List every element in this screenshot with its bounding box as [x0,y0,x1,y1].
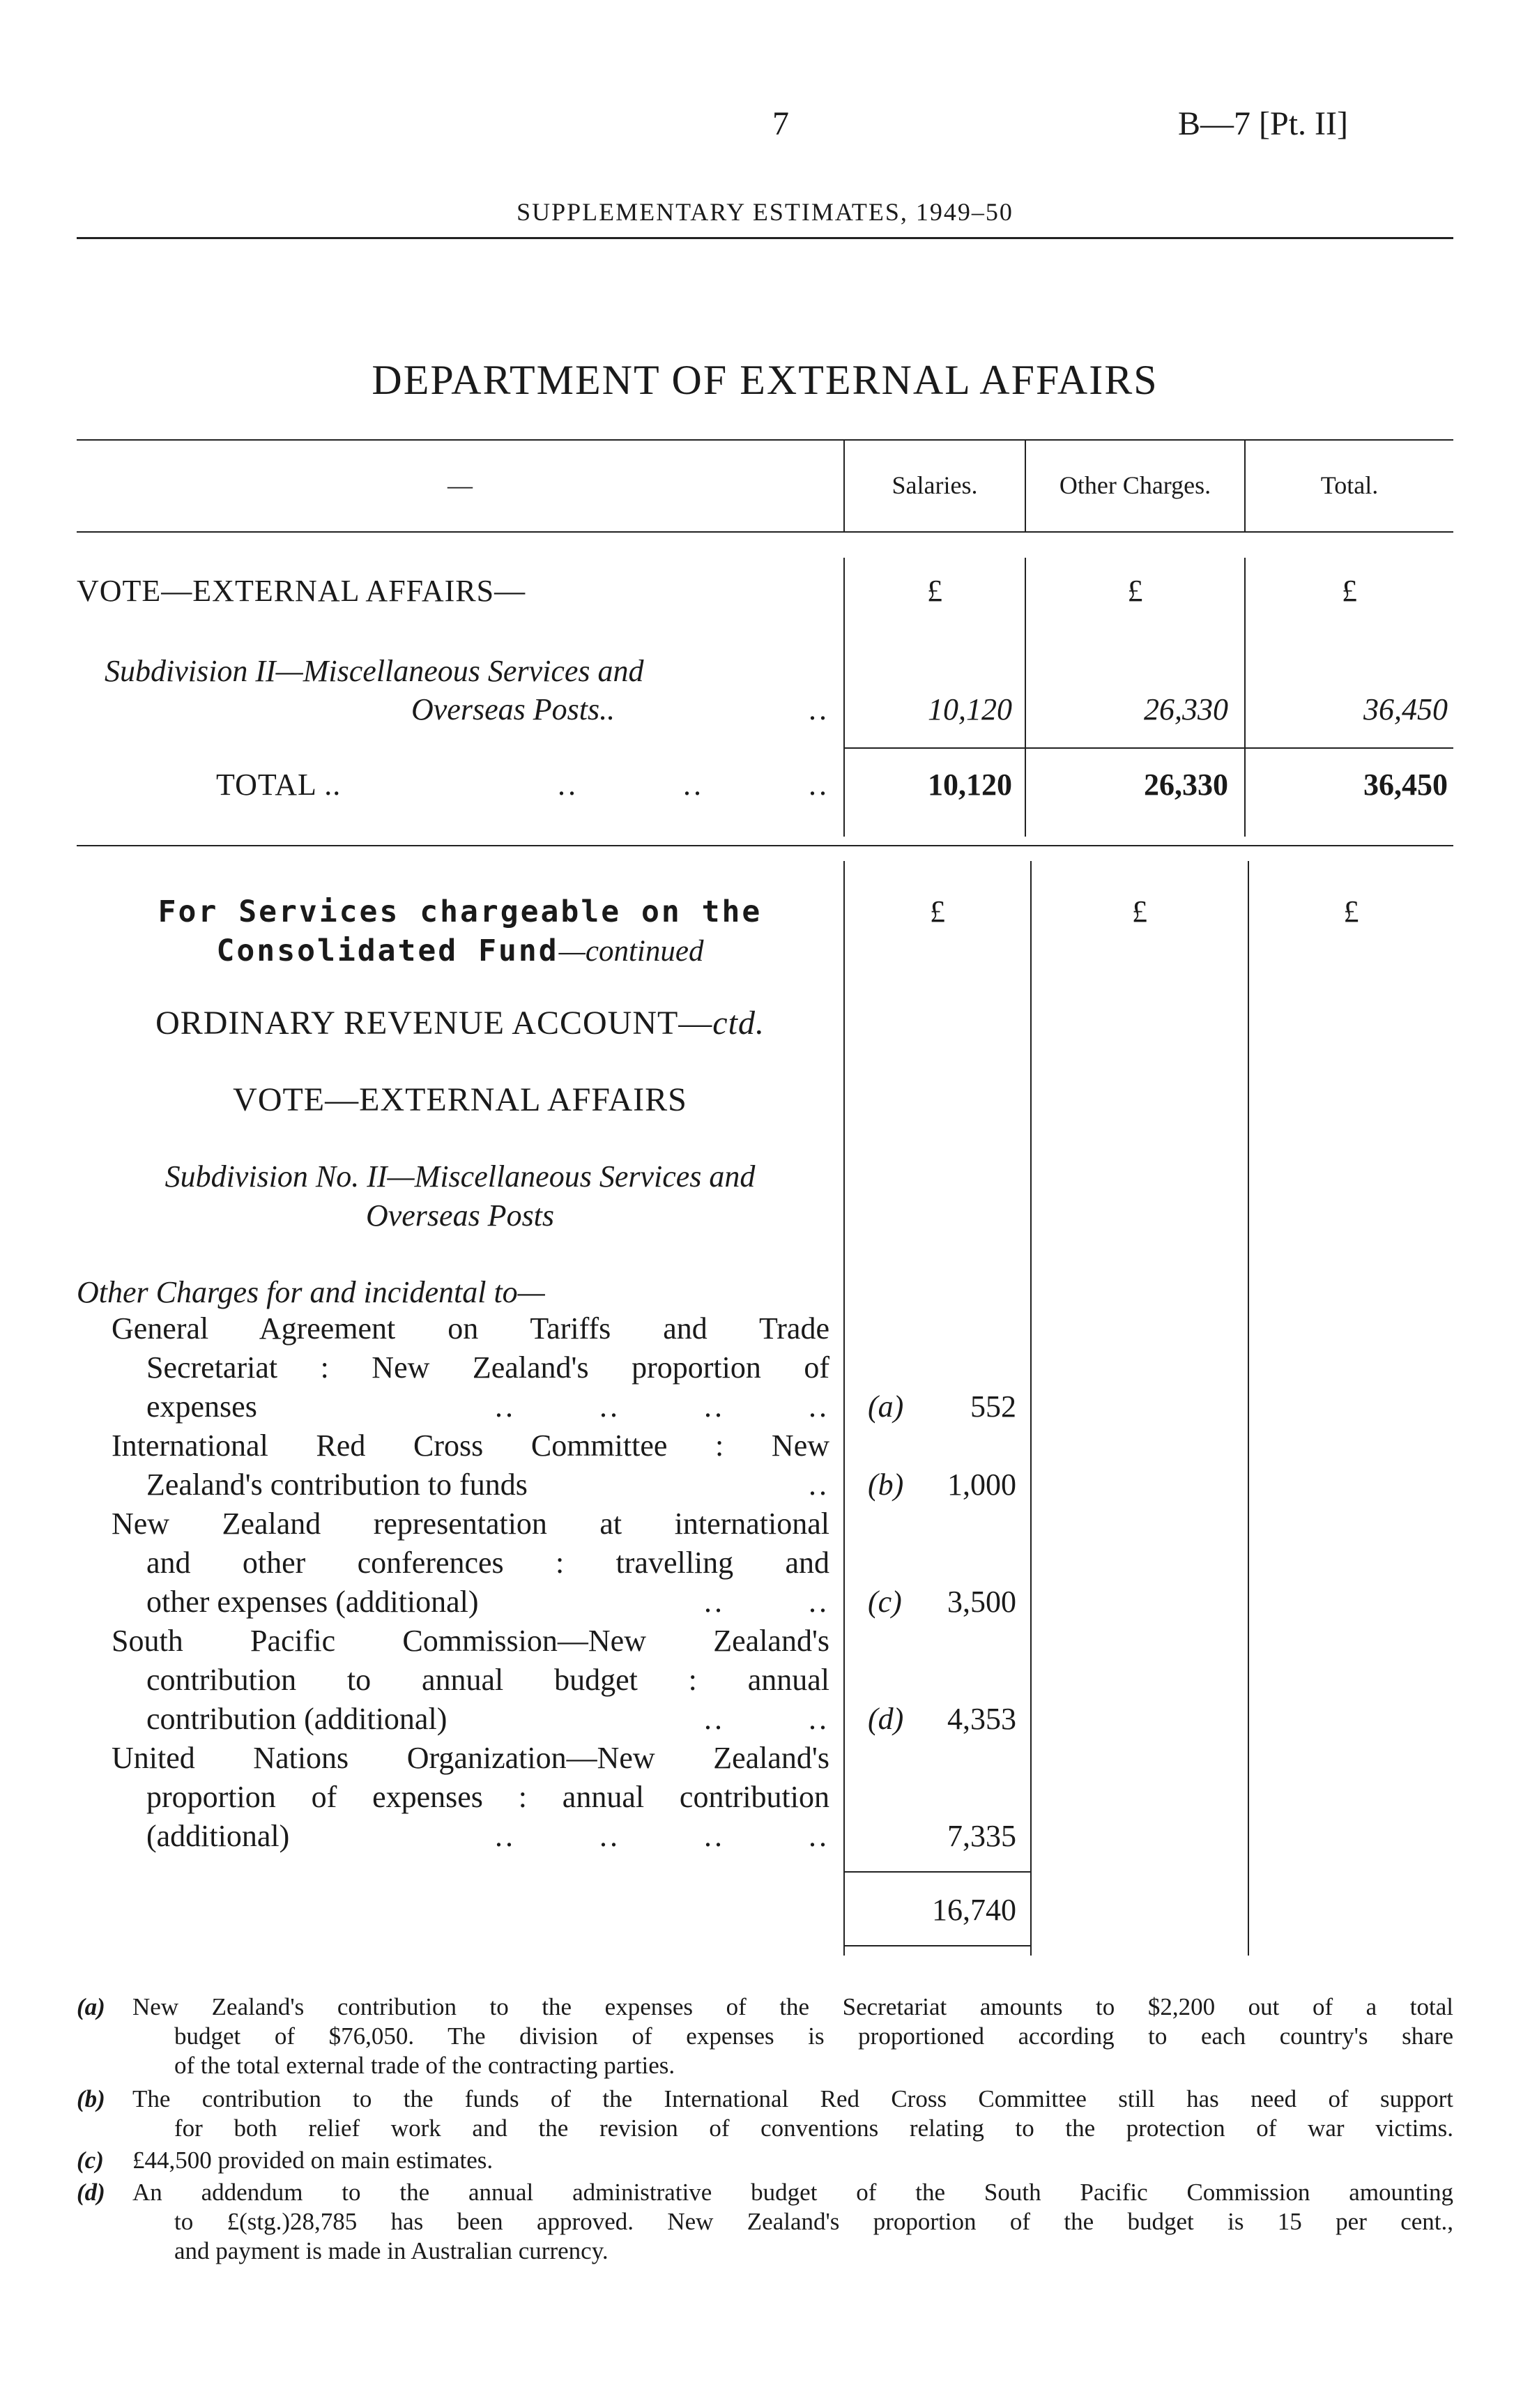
item-text: (additional) [146,1819,290,1853]
leader-dots: .. [809,1468,829,1502]
item-text: proportion of expenses : annual contribution [146,1780,829,1814]
item-value: 1,000 [947,1468,1016,1502]
leader-dots: .. .. .. .. [495,1389,829,1424]
footnote-text: An addendum to the annual administrative budget of the South Pacific Commission amounting [132,2179,1453,2206]
currency-total: £ [1343,894,1359,929]
leader-dots: .. .. [704,1585,829,1619]
summary-bottom-rule [77,845,1453,846]
item-text: Zealand's contribution to funds [146,1468,528,1502]
item-value: 3,500 [947,1585,1016,1619]
currency-other: £ [1127,574,1143,608]
footnote-ref: (b) [868,1468,904,1502]
account-heading [77,1004,843,1043]
consolidated-fund: Consolidated Fund [216,934,559,968]
total-salaries: 10,120 [928,768,1012,802]
item-text: South Pacific Commission—New Zealand's [112,1624,829,1658]
subdivision-other: 26,330 [1144,692,1228,726]
column-total: 16,740 [932,1893,1016,1927]
item-text: expenses [146,1389,257,1424]
footnote-ref: (a) [868,1389,904,1424]
subdivision-heading-cont: Overseas Posts [365,1198,555,1233]
vote-heading: VOTE—EXTERNAL AFFAIRS [233,1081,687,1118]
department-title: DEPARTMENT OF EXTERNAL AFFAIRS [372,357,1158,403]
account-heading-text: ORDINARY REVENUE ACCOUNT— [155,1005,713,1042]
footnote-label: (b) [77,2085,105,2112]
header-rule [77,237,1453,239]
leader-dots: .. .. .. [558,768,829,802]
col-divider [1030,861,1032,1956]
item-text: other expenses (additional) [146,1585,479,1619]
vote-label: VOTE—EXTERNAL AFFAIRS— [77,574,526,608]
item-text: contribution to annual budget : annual [146,1663,829,1697]
footnote-text: and payment is made in Australian currency. [174,2237,609,2264]
subdivision-label: Subdivision II—Miscellaneous Services and [105,654,644,688]
currency-total: £ [1342,574,1357,608]
item-text: contribution (additional) [146,1702,447,1736]
item-text: Secretariat : New Zealand's proportion of [146,1350,829,1385]
currency-salaries: £ [927,574,942,608]
total-total: 36,450 [1363,768,1448,802]
currency-other: £ [1132,894,1147,929]
item-text: International Red Cross Committee : New [112,1428,829,1463]
item-value: 552 [970,1389,1016,1424]
footnote-text: for both relief work and the revision of conventions relating to the protection of war victims. [174,2114,1453,2142]
item-text: United Nations Organization—New Zealand's [112,1741,829,1775]
leader-dots: .. .. [704,1702,829,1736]
running-title: SUPPLEMENTARY ESTIMATES, 1949–50 [517,198,1013,226]
footnote-label: (d) [77,2179,105,2206]
footnote-ref: (c) [868,1585,902,1619]
footnote-text: of the total external trade of the contracting parties. [174,2052,675,2079]
footnote-label: (c) [77,2147,104,2174]
col-divider [843,861,845,1956]
summary-header-rule [77,531,1453,533]
document-reference: B—7 [Pt. II] [1178,105,1348,142]
footnote-text: New Zealand's contribution to the expenses of the Secretariat amounts to $2,200 out of a total [132,1993,1453,2020]
item-text: General Agreement on Tariffs and Trade [112,1311,829,1346]
column-total-underline [845,1945,1030,1946]
continued-note: —continued [558,935,704,968]
total-other: 26,330 [1144,768,1228,802]
other-charges-intro: Other Charges for and incidental to— [77,1275,545,1309]
footnote-text: to £(stg.)28,785 has been approved. New Zealand's proportion of the budget is 15 per cent., [174,2208,1453,2235]
services-heading-cont [77,931,843,971]
col-header-total: Total. [1320,471,1379,499]
page-number: 7 [772,105,789,142]
currency-salaries: £ [930,894,945,929]
footnote-text: £44,500 provided on main estimates. [132,2147,494,2174]
leader-dots: .. .. .. .. [495,1819,829,1853]
col-header-salaries: Salaries. [892,471,978,499]
item-text: and other conferences : travelling and [146,1546,829,1580]
subdivision-total: 36,450 [1363,692,1448,726]
col-header-other-charges: Other Charges. [1059,471,1211,499]
column-total-rule [845,1871,1030,1873]
item-value: 4,353 [947,1702,1016,1736]
item-value: 7,335 [947,1819,1016,1853]
summary-top-rule [77,439,1453,441]
col-divider [1248,861,1249,1956]
subdivision-heading: Subdivision No. II—Miscellaneous Services and [165,1159,756,1194]
footnote-ref: (d) [868,1702,904,1736]
footnote-text: budget of $76,050. The division of expenses is proportioned according to each country's share [174,2022,1453,2050]
item-text: New Zealand representation at international [112,1507,829,1541]
subdivision-label-cont: Overseas Posts.. [411,692,615,726]
leader-dots: .. [809,692,829,726]
subdivision-salaries: 10,120 [928,692,1012,726]
account-heading-suffix: ctd. [712,1005,765,1042]
subtotal-rule [845,747,1453,749]
col-header-blank: — [447,471,473,499]
footnote-text: The contribution to the funds of the International Red Cross Committee still has need of support [132,2085,1453,2112]
footnote-label: (a) [77,1993,105,2020]
total-label: TOTAL .. [216,768,342,802]
services-heading: For Services chargeable on the [158,894,763,929]
